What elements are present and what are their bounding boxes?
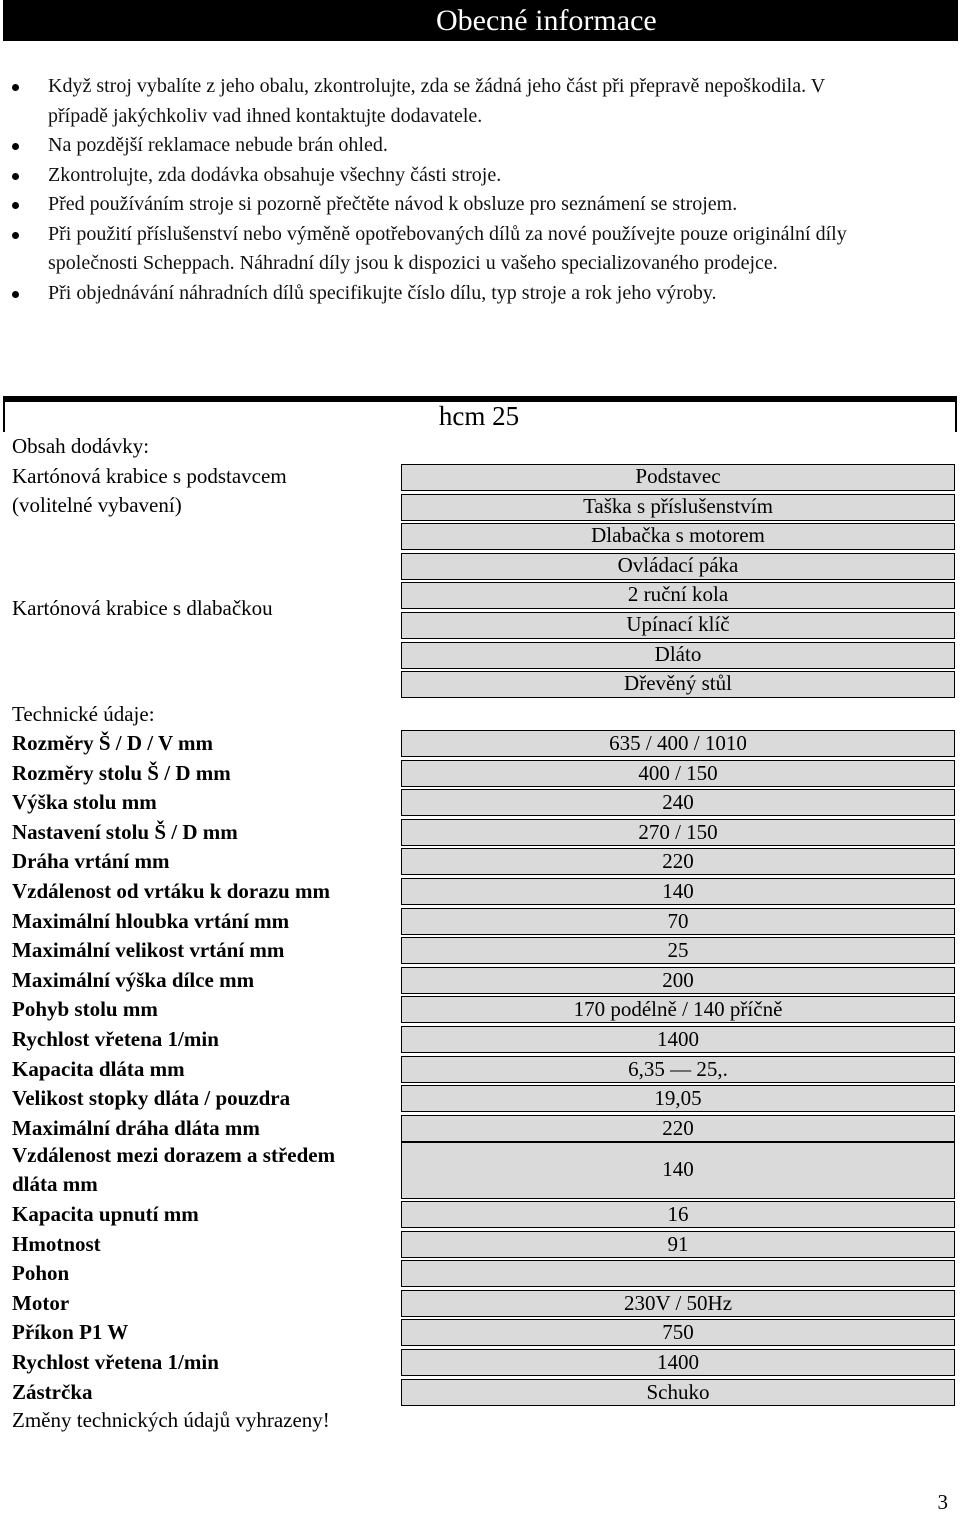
spec-row-value: 16 [667, 1202, 689, 1226]
box1-label-line1: Kartónová krabice s podstavcem [12, 464, 287, 488]
delivery-item: Dláto [654, 641, 702, 666]
spec-row-value: 230V / 50Hz [623, 1290, 733, 1315]
bullet-item: Při použití příslušenství nebo výměně opotřebovaných dílů za nové používejte pouze originální díly společnosti Scheppach. Náhradní díly jsou k dispozici u vašeho specializovaného prodejce. [0, 220, 898, 279]
spec-row-value: 240 [662, 790, 694, 815]
delivery-label: Obsah dodávky: [12, 434, 150, 458]
spec-row-value: 140 [662, 879, 694, 903]
spec-row-value-box [401, 1260, 955, 1287]
spec-row-label: Rozměry stolu Š / D mm [12, 760, 231, 785]
spec-right-border [955, 396, 957, 432]
spec-row-value: 25 [667, 938, 689, 963]
bullet-item: Zkontrolujte, zda dodávka obsahuje všechny části stroje. [0, 161, 920, 191]
footnote: Změny technických údajů vyhrazeny! [12, 1408, 330, 1432]
bullet-item: Když stroj vybalíte z jeho obalu, zkontrolujte, zda se žádná jeho část při přepravě nepoškodila. V případě jakýchkoliv vad ihned kontaktujte dodavatele. [0, 72, 868, 131]
bullet-item: Na pozdější reklamace nebude brán ohled. [0, 131, 920, 161]
spec-row-label: Rychlost vřetena 1/min [12, 1027, 219, 1051]
spec-left-border [3, 396, 5, 432]
spec-row-value: 70 [667, 908, 689, 933]
spec-row-label: Hmotnost [12, 1231, 101, 1256]
spec-row-label: Příkon P1 W [12, 1320, 129, 1345]
title-bar [3, 0, 958, 41]
delivery-item: 2 ruční kola [627, 582, 729, 607]
delivery-item: Podstavec [635, 464, 721, 488]
spec-row-label: Rozměry Š / D / V mm [12, 731, 214, 755]
spec-row-value: 6,35 — 25,. [628, 1056, 728, 1081]
spec-row-label: Pohyb stolu mm [12, 997, 158, 1022]
delivery-item: Taška s příslušenstvím [583, 493, 773, 518]
spec-row-value: 220 [662, 849, 694, 874]
spec-row-value: 750 [662, 1320, 694, 1345]
spec-row-label: Zástrčka [12, 1379, 93, 1404]
box1-label-line2: (volitelné vybavení) [12, 493, 182, 517]
spec-row-value: 200 [662, 967, 694, 992]
spec-row-label: Kapacita dláta mm [12, 1056, 185, 1081]
spec-row-label: Kapacita upnutí mm [12, 1202, 199, 1226]
spec-row-value: 91 [667, 1231, 689, 1256]
bullet-item: Před používáním stroje si pozorně přečtěte návod k obsluze pro seznámení se strojem. [0, 190, 920, 220]
spec-row-value: 19,05 [654, 1086, 702, 1111]
spec-row-label: Maximální velikost vrtání mm [12, 938, 285, 963]
spec-row-label: Rychlost vřetena 1/min [12, 1350, 219, 1374]
spec-row-label: Pohon [12, 1261, 70, 1286]
spec-row-label: Výška stolu mm [12, 790, 157, 815]
page-title-text: Obecné informace [436, 4, 657, 37]
spec-row-value: 140 [662, 1157, 694, 1181]
spec-row-value: 635 / 400 / 1010 [609, 731, 747, 755]
spec-row-label: Velikost stopky dláta / pouzdra [12, 1086, 291, 1111]
spec-row-label: dláta mm [12, 1172, 98, 1196]
spec-row-label: Vzdálenost mezi dorazem a středem [12, 1143, 336, 1167]
delivery-item: Dřevěný stůl [624, 671, 732, 696]
spec-row-label: Maximální výška dílce mm [12, 967, 255, 992]
spec-row-label: Dráha vrtání mm [12, 849, 170, 874]
spec-row-value: 1400 [657, 1350, 699, 1374]
spec-row-label: Vzdálenost od vrtáku k dorazu mm [12, 879, 330, 903]
delivery-item: Dlabačka s motorem [591, 523, 765, 548]
delivery-item: Upínací klíč [626, 612, 730, 636]
model-heading: hcm 25 [438, 401, 520, 431]
spec-row-label: Nastavení stolu Š / D mm [12, 819, 238, 844]
bullet-item: Při objednávání náhradních dílů specifikujte číslo dílu, typ stroje a rok jeho výroby. [0, 279, 928, 309]
box2-label: Kartónová krabice s dlabačkou [12, 596, 273, 620]
spec-row-value: 170 podélně / 140 příčně [573, 997, 783, 1022]
tech-label: Technické údaje: [12, 702, 155, 726]
spec-row-label: Maximální hloubka vrtání mm [12, 908, 290, 933]
info-bullet-list [0, 72, 920, 308]
spec-row-label: Motor [12, 1290, 70, 1315]
spec-row-value: 1400 [657, 1027, 699, 1051]
delivery-item: Ovládací páka [617, 552, 739, 577]
spec-row-value: 220 [662, 1115, 694, 1140]
spec-row-value: 270 / 150 [638, 819, 718, 844]
spec-row-value: Schuko [646, 1379, 710, 1404]
spec-row-label: Maximální dráha dláta mm [12, 1115, 260, 1140]
page-number: 3 [937, 1490, 948, 1514]
spec-row-value: 400 / 150 [638, 760, 718, 785]
